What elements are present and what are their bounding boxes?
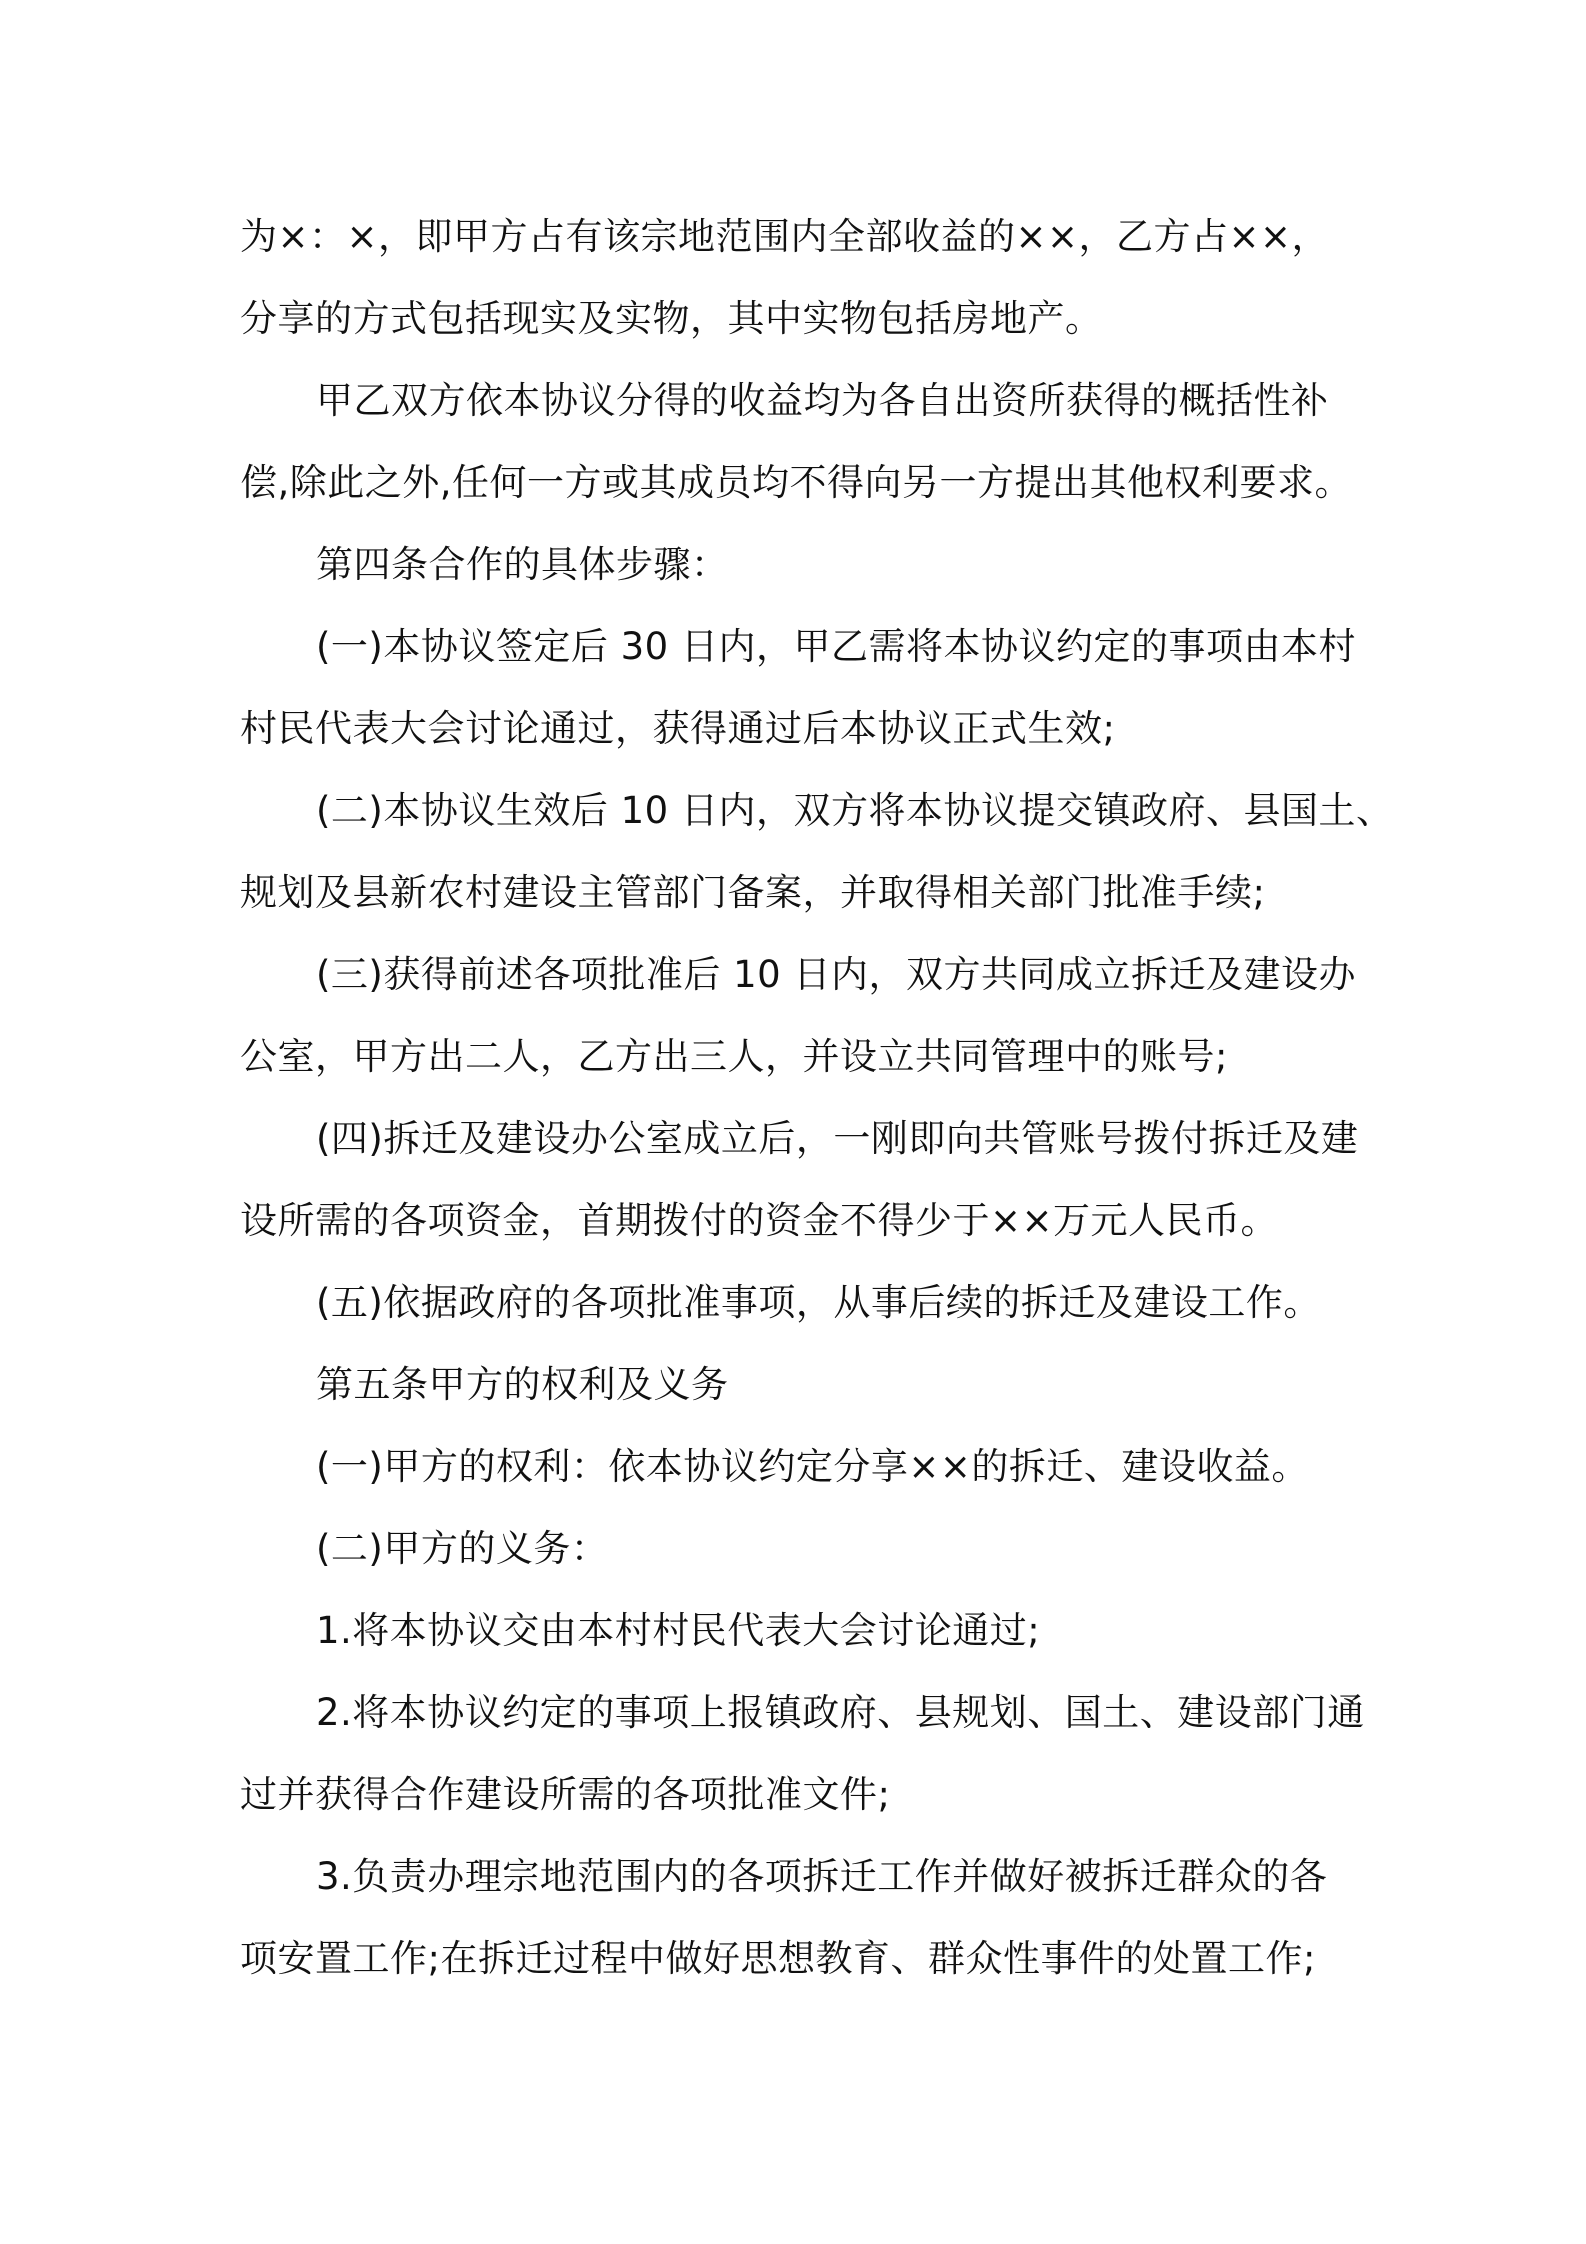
- document-body: [240, 196, 1394, 2000]
- text-line: 村民代表大会讨论通过，获得通过后本协议正式生效;: [240, 707, 1116, 750]
- text-line: 设所需的各项资金，首期拨付的资金不得少于××万元人民币。: [240, 1199, 1279, 1242]
- text-line: 项安置工作;在拆迁过程中做好思想教育、群众性事件的处置工作;: [240, 1937, 1316, 1980]
- numbered-item-line: 3.负责办理宗地范围内的各项拆迁工作并做好被拆迁群众的各: [316, 1855, 1328, 1898]
- paragraph-start-line: 甲乙双方依本协议分得的收益均为各自出资所获得的概括性补: [316, 379, 1329, 422]
- list-item-line: (三)获得前述各项批准后 10 日内，双方共同成立拆迁及建设办: [316, 953, 1356, 996]
- text-line: 过并获得合作建设所需的各项批准文件;: [240, 1773, 891, 1816]
- text-line: 分享的方式包括现实及实物，其中实物包括房地产。: [240, 297, 1103, 340]
- article-heading: 第五条甲方的权利及义务: [316, 1363, 729, 1406]
- text-line: 规划及县新农村建设主管部门备案，并取得相关部门批准手续;: [240, 871, 1266, 914]
- list-item-line: (一)甲方的权利：依本协议约定分享××的拆迁、建设收益。: [316, 1445, 1309, 1488]
- list-item-line: (四)拆迁及建设办公室成立后，一刚即向共管账号拨付拆迁及建: [316, 1117, 1359, 1160]
- text-line: 偿,除此之外,任何一方或其成员均不得向另一方提出其他权利要求。: [240, 461, 1353, 504]
- numbered-item-line: 2.将本协议约定的事项上报镇政府、县规划、国土、建设部门通: [316, 1691, 1365, 1734]
- text-line: 为×：×，即甲方占有该宗地范围内全部收益的××，乙方占××，: [240, 215, 1330, 258]
- article-heading: 第四条合作的具体步骤：: [316, 543, 729, 586]
- list-item-line: (二)甲方的义务：: [316, 1527, 609, 1570]
- numbered-item-line: 1.将本协议交由本村村民代表大会讨论通过;: [316, 1609, 1041, 1652]
- list-item-line: (一)本协议签定后 30 日内，甲乙需将本协议约定的事项由本村: [316, 625, 1356, 668]
- list-item-line: (五)依据政府的各项批准事项，从事后续的拆迁及建设工作。: [316, 1281, 1321, 1324]
- list-item-line: (二)本协议生效后 10 日内，双方将本协议提交镇政府、县国土、: [316, 789, 1394, 832]
- text-line: 公室，甲方出二人，乙方出三人，并设立共同管理中的账号;: [240, 1035, 1228, 1078]
